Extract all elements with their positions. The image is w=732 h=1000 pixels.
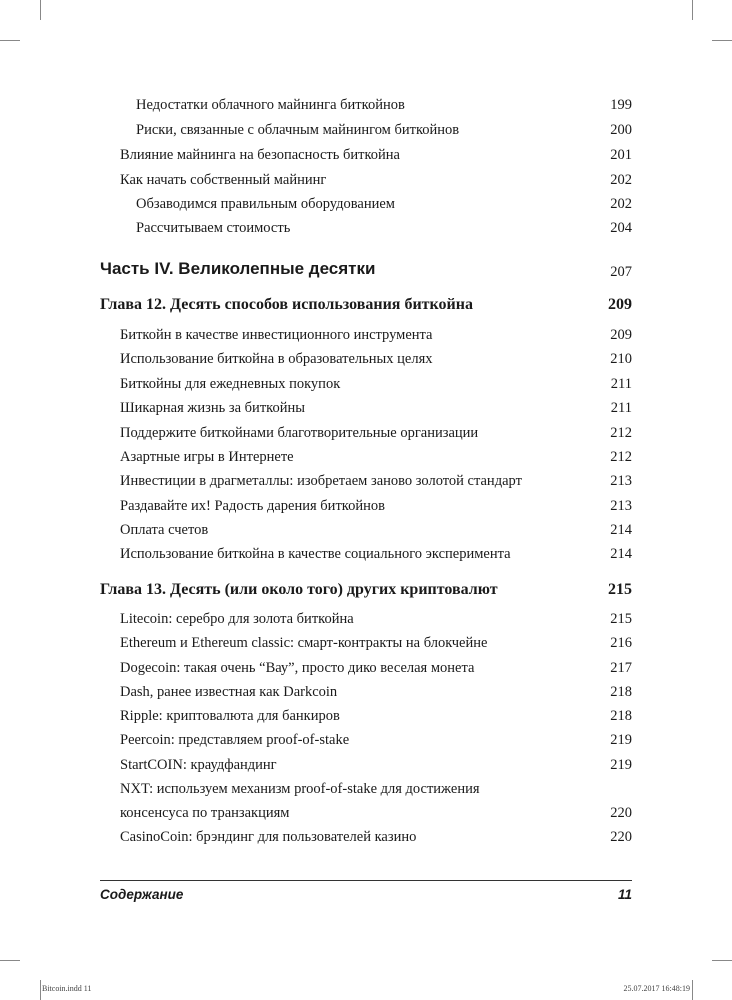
toc-entry-title: Глава 13. Десять (или около того) других криптовалют: [100, 581, 498, 598]
toc-entry-page: 202: [610, 196, 632, 212]
toc-entry-page: 218: [610, 708, 632, 724]
toc-entry-title: Использование биткойна в качестве социального эксперимента: [120, 546, 511, 562]
toc-entry-page: 202: [610, 172, 632, 188]
crop-mark: [0, 960, 20, 961]
toc-entry-page: 217: [610, 660, 632, 676]
toc-entry-title: Биткойны для ежедневных покупок: [120, 376, 341, 392]
toc-entry-title: CasinoCoin: брэндинг для пользователей казино: [120, 829, 417, 845]
toc-entry-page: 207: [610, 264, 632, 280]
crop-mark: [40, 0, 41, 20]
toc-entry-title: Инвестиции в драгметаллы: изобретаем заново золотой стандарт: [120, 473, 522, 489]
toc-entry-page: 215: [608, 581, 632, 598]
toc-entry-title: Рассчитываем стоимость: [136, 220, 291, 236]
toc-entry-title: Риски, связанные с облачным майнингом биткойнов: [136, 122, 460, 138]
toc-entry-page: 200: [610, 122, 632, 138]
toc-entry-title: Недостатки облачного майнинга биткойнов: [136, 97, 405, 113]
toc-entry-title: StartCOIN: краудфандинг: [120, 757, 277, 773]
toc-entry-title: Как начать собственный майнинг: [120, 172, 327, 188]
crop-mark: [0, 40, 20, 41]
toc-entry-title: Dash, ранее известная как Darkcoin: [120, 684, 338, 700]
toc-entry-page: 213: [610, 473, 632, 489]
toc-entry-title: Азартные игры в Интернете: [120, 449, 294, 465]
toc-entry-page: 209: [608, 296, 632, 313]
toc-entry-page: 201: [610, 147, 632, 163]
crop-mark: [692, 0, 693, 20]
toc-entry-page: 212: [610, 449, 632, 465]
toc-entry-title: Использование биткойна в образовательных целях: [120, 351, 433, 367]
toc-entry-page: 211: [610, 376, 632, 392]
toc-entry-page: 214: [610, 546, 632, 562]
toc-entry-title: Глава 12. Десять способов использования биткойна: [100, 296, 473, 313]
toc-entry-title: Peercoin: представляем proof-of-stake: [120, 732, 350, 748]
crop-mark: [712, 40, 732, 41]
toc-entry-title: Litecoin: серебро для золота биткойна: [120, 611, 354, 627]
toc-entry-page: 220: [610, 805, 632, 821]
toc-entry-title: Ethereum и Ethereum classic: смарт-контракты на блокчейне: [120, 635, 488, 651]
toc-entry-title: NXT: используем механизм proof-of-stake для достижения: [120, 781, 480, 797]
toc-entry-page: 219: [610, 757, 632, 773]
toc-entry-page: 215: [610, 611, 632, 627]
toc-entry-page: 209: [610, 327, 632, 343]
toc-entry-page: 214: [610, 522, 632, 538]
toc-entry-title: Ripple: криптовалюта для банкиров: [120, 708, 340, 724]
slug-datetime: 25.07.2017 16:48:19: [623, 984, 690, 993]
toc-entry-page: 211: [610, 400, 632, 416]
toc-entry-page: 210: [610, 351, 632, 367]
toc-entry-page: 220: [610, 829, 632, 845]
toc-entry-page: 216: [610, 635, 632, 651]
footer-page-number: 11: [617, 887, 632, 902]
toc-entry-page: 219: [610, 732, 632, 748]
toc-entry-title: Обзаводимся правильным оборудованием: [136, 196, 395, 212]
toc-entry-page: 199: [610, 97, 632, 113]
toc-entry-page: 213: [610, 498, 632, 514]
crop-mark: [40, 980, 41, 1000]
toc-entry-title: Влияние майнинга на безопасность биткойна: [120, 147, 400, 163]
footer-section-title: Содержание: [100, 887, 184, 902]
toc-entry-title: консенсуса по транзакциям: [120, 805, 290, 821]
toc-entry-page: 212: [610, 425, 632, 441]
crop-mark: [712, 960, 732, 961]
toc-entry-page: 218: [610, 684, 632, 700]
footer-rule: [100, 880, 632, 881]
toc-entry-title: Шикарная жизнь за биткойны: [120, 400, 305, 416]
toc-entry-title: Раздавайте их! Радость дарения биткойнов: [120, 498, 385, 514]
toc-entry-title: Dogecoin: такая очень “Вау”, просто дико веселая монета: [120, 660, 475, 676]
crop-mark: [692, 980, 693, 1000]
slug-filename: Bitcoin.indd 11: [42, 984, 92, 993]
toc-entry-title: Часть IV. Великолепные десятки: [100, 259, 376, 278]
toc-entry-title: Биткойн в качестве инвестиционного инструмента: [120, 327, 433, 343]
toc-entry-title: Поддержите биткойнами благотворительные организации: [120, 425, 479, 441]
toc-entry-title: Оплата счетов: [120, 522, 209, 538]
toc-entry-page: 204: [610, 220, 632, 236]
